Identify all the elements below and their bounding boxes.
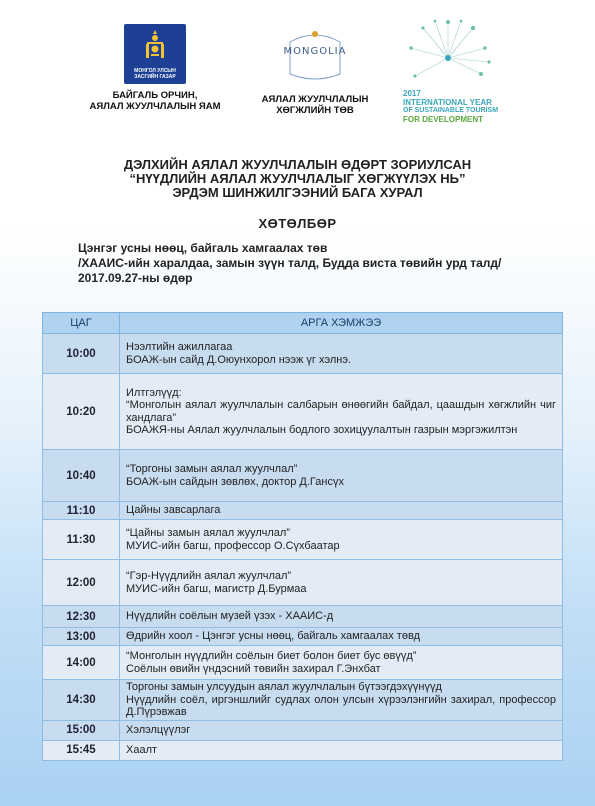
table-row xyxy=(43,646,563,680)
row-time: 15:00 xyxy=(43,720,120,740)
schedule-table xyxy=(42,312,563,761)
row-activity xyxy=(120,502,563,520)
activity-line: Соёлын өвийн үндэсний төвийн захирал Г.Энхбат xyxy=(126,662,381,675)
header-activity: АРГА ХЭМЖЭЭ xyxy=(120,313,563,334)
conference-heading xyxy=(0,158,595,200)
table-row xyxy=(43,450,563,502)
logo-row xyxy=(0,18,595,138)
iy2017-logo xyxy=(395,18,505,124)
row-activity xyxy=(120,560,563,606)
activity-line: “Гэр-Нүүдлийн аялал жуулчлал” xyxy=(126,570,292,582)
row-time: 11:10 xyxy=(43,502,120,520)
iy-line2: OF SUSTAINABLE TOURISM xyxy=(403,107,499,114)
program-title: ХӨТӨЛБӨР xyxy=(258,216,337,231)
activity-line: Нүүдлийн соёлын музей үзэх - ХААИС-д xyxy=(126,610,334,623)
venue-line1: Цэнгэг усны нөөц, байгаль хамгаалах төв xyxy=(78,241,328,255)
activity-line: “Монголын аялал жуулчлалын салбарын өнөөгийн байдал, цаашдын хөгжлийн чиг хандлага” xyxy=(126,399,560,424)
ministry-emblem xyxy=(124,24,186,84)
table-row xyxy=(43,628,563,646)
tourism-center-logo xyxy=(255,18,375,116)
row-activity xyxy=(120,680,563,721)
row-activity xyxy=(120,334,563,374)
heading-line1: ДЭЛХИЙН АЯЛАЛ ЖУУЛЧЛАЛЫН ӨДӨРТ ЗОРИУЛСАН xyxy=(123,157,472,172)
table-row xyxy=(43,374,563,450)
center-caption-line1: АЯЛАЛ ЖУУЛЧЛАЛЫН xyxy=(261,94,369,105)
activity-line: Хаалт xyxy=(126,743,158,756)
table-row xyxy=(43,606,563,628)
activity-line: БОАЖ-ын сайдын зөвлөх, доктор Д.Гансүх xyxy=(126,475,344,488)
activity-line: МУИС-ийн багш, магистр Д.Бурмаа xyxy=(126,582,307,595)
row-time: 12:30 xyxy=(43,606,120,628)
activity-line: “Торгоны замын аялал жуулчлал” xyxy=(126,463,298,475)
center-caption-line2: ХӨГЖЛИЙН ТӨВ xyxy=(276,105,354,116)
table-row xyxy=(43,334,563,374)
ministry-logo xyxy=(70,18,240,112)
row-activity xyxy=(120,520,563,560)
dandelion-icon xyxy=(403,18,493,90)
row-activity xyxy=(120,646,563,680)
activity-line: Өдрийн хоол - Цэнгэг усны нөөц, байгаль хамгаалах төвд xyxy=(126,630,421,643)
row-time: 14:00 xyxy=(43,646,120,680)
iy-year: 2017 xyxy=(403,89,421,98)
row-time: 10:00 xyxy=(43,334,120,374)
table-row xyxy=(43,680,563,721)
ministry-caption-line2: АЯЛАЛ ЖУУЛЧЛАЛЫН ЯАМ xyxy=(89,101,221,112)
table-row xyxy=(43,720,563,740)
mongolia-brand-icon xyxy=(280,28,350,86)
ministry-caption-line1: БАЙГАЛЬ ОРЧИН, xyxy=(112,90,198,101)
heading-line2: “НҮҮДЛИЙН АЯЛАЛ ЖУУЛЧЛАЛЫГ ХӨГЖҮҮЛЭХ НЬ” xyxy=(129,171,466,186)
activity-line: МУИС-ийн багш, профессор О.Сүхбаатар xyxy=(126,539,340,552)
activity-line: Хэлэлцүүлэг xyxy=(126,723,191,736)
soyombo-icon xyxy=(142,30,168,60)
header-time: ЦАГ xyxy=(43,313,120,334)
row-time: 13:00 xyxy=(43,628,120,646)
row-activity xyxy=(120,628,563,646)
activity-line: Торгоны замын улсуудын аялал жуулчлалын бүтээгдэхүүнүүд xyxy=(126,681,442,693)
activity-line: Нүүдлийн соёл, иргэншлийг судлах олон улсын хүрээлэнгийн захирал, профессор Д.Пүрэвжав xyxy=(126,693,560,718)
heading-line3: ЭРДЭМ ШИНЖИЛГЭЭНИЙ БАГА ХУРАЛ xyxy=(172,185,423,200)
row-activity xyxy=(120,606,563,628)
ministry-emblem-text: МОНГОЛ УЛСЫН ЗАСГИЙН ГАЗАР xyxy=(134,68,176,80)
activity-line: БОАЖ-ын сайд Д.Оюунхорол нээж үг хэлнэ. xyxy=(126,353,352,366)
row-time: 11:30 xyxy=(43,520,120,560)
iy-line1: INTERNATIONAL YEAR xyxy=(403,97,492,107)
row-activity xyxy=(120,450,563,502)
row-activity xyxy=(120,740,563,760)
activity-line: Цайны завсарлага xyxy=(126,504,221,517)
row-time: 12:00 xyxy=(43,560,120,606)
row-activity xyxy=(120,374,563,450)
table-row xyxy=(43,520,563,560)
activity-line: Нээлтийн ажиллагаа xyxy=(126,341,233,353)
activity-line: “Монголын нүүдлийн соёлын биет болон биет бус өвүүд” xyxy=(126,650,417,662)
event-date: 2017.09.27-ны өдөр xyxy=(78,271,193,285)
venue-line2: /ХААИС-ийн харалдаа, замын зүүн талд, Будда виста төвийн урд талд/ xyxy=(78,256,502,270)
schedule-body xyxy=(43,334,563,761)
row-activity xyxy=(120,720,563,740)
row-time: 14:30 xyxy=(43,680,120,721)
activity-line: БОАЖЯ-ны Аялал жуулчлалын бодлого зохицуулалтын газрын мэргэжилтэн xyxy=(126,424,518,436)
activity-line: Илтгэлүүд: xyxy=(126,386,182,399)
table-row xyxy=(43,560,563,606)
table-row xyxy=(43,502,563,520)
iy-line3: FOR DEVELOPMENT xyxy=(403,114,484,124)
row-time: 10:20 xyxy=(43,374,120,450)
table-row xyxy=(43,740,563,760)
row-time: 15:45 xyxy=(43,740,120,760)
activity-line: “Цайны замын аялал жуулчлал” xyxy=(126,527,290,539)
mongolia-word: MONGOLIA xyxy=(283,46,347,57)
venue-block xyxy=(78,241,518,286)
table-header xyxy=(43,313,563,334)
row-time: 10:40 xyxy=(43,450,120,502)
